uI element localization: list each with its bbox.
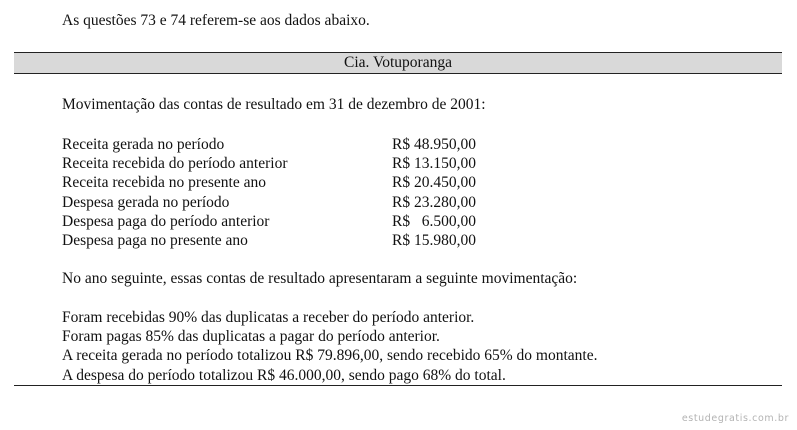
account-value: R$ 13.150,00 [392,155,476,173]
accounts-list [62,135,502,250]
account-row [62,173,502,192]
fact-line: A receita gerada no período totalizou R$ 79.896,00, sendo recebido 65% do montante. [62,347,598,365]
account-label: Despesa paga no presente ano [62,231,248,249]
intro-text: As questões 73 e 74 referem-se aos dados abaixo. [62,12,370,29]
account-row [62,231,502,250]
account-label: Despesa paga do período anterior [62,212,270,230]
account-value: R$ 15.980,00 [392,231,476,249]
account-row [62,154,502,173]
account-label: Despesa gerada no período [62,193,230,211]
fact-line: Foram recebidas 90% das duplicatas a receber do período anterior. [62,309,475,326]
next-year-intro: No ano seguinte, essas contas de resultado apresentaram a seguinte movimentação: [62,270,578,287]
fact-line: A despesa do período totalizou R$ 46.000,00, sendo pago 68% do total. [62,366,506,384]
account-row [62,135,502,154]
company-name: Cia. Votuporanga [344,54,452,71]
account-label: Receita gerada no período [62,136,225,153]
account-row [62,212,502,231]
account-label: Receita recebida no presente ano [62,174,266,192]
account-value: R$ 23.280,00 [392,193,476,211]
account-value: R$ 20.450,00 [392,174,476,192]
fact-line: Foram pagas 85% das duplicatas a pagar do período anterior. [62,328,440,346]
company-header [14,52,782,74]
account-value: R$ 6.500,00 [392,212,476,230]
facts-list [62,308,597,385]
account-value: R$ 48.950,00 [392,136,476,153]
account-label: Receita recebida do período anterior [62,155,288,173]
watermark: estudegratis.com.br [681,413,789,424]
statement-subtitle: Movimentação das contas de resultado em 31 de dezembro de 2001: [62,96,486,113]
bottom-divider [14,385,782,386]
account-row [62,193,502,212]
